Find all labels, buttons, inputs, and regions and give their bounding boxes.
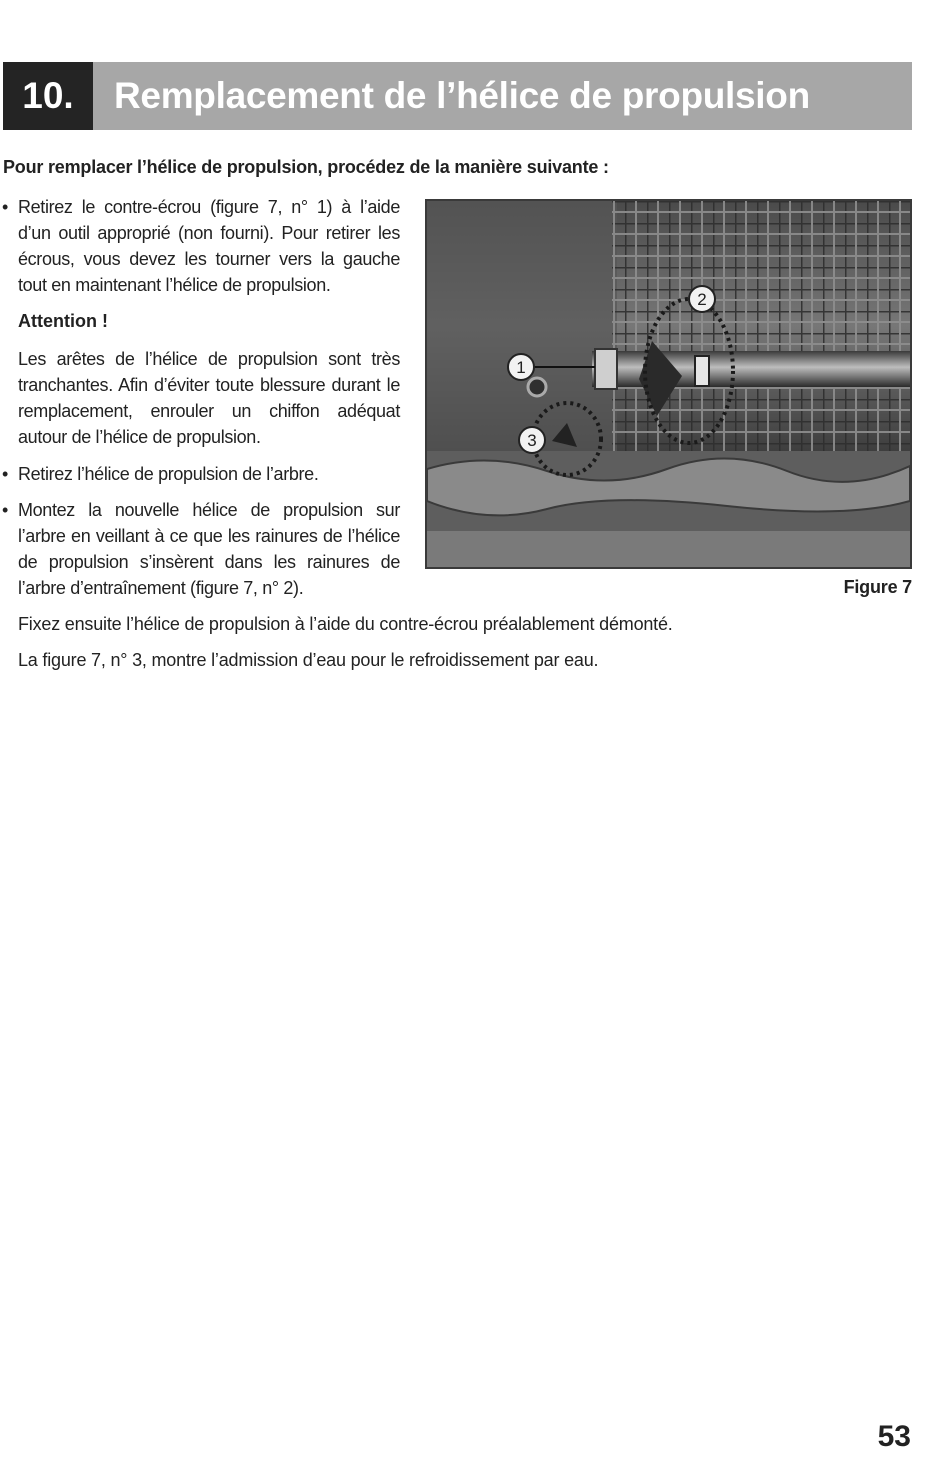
list-item-step1: [2, 194, 400, 298]
figure-photo: [425, 199, 912, 569]
hull-bottom: [427, 531, 910, 567]
page-number: 53: [877, 1420, 911, 1453]
bullet-icon: •: [2, 500, 9, 520]
attention-heading: Attention !: [18, 311, 108, 331]
bullet-icon: •: [2, 197, 9, 217]
section-number: 10.: [3, 62, 93, 130]
section-header: [3, 62, 912, 130]
step3-text: Montez la nouvelle hélice de propulsion sur l’arbre en veillant à ce que les rainures de l’hélice de propulsion s’insèrent dans les rainures de l’arbre d’entraînement (figure 7, n° 2).: [18, 500, 400, 598]
list-item-step2: [2, 461, 400, 487]
step1-text: Retirez le contre-écrou (figure 7, n° 1) à l’aide d’un outil approprié (non fourni). Pour retirer les écrous, vous devez les tourner vers la gauche tout en maintenant l’hélice de propulsion.: [18, 197, 400, 295]
lock-nut: [595, 349, 617, 389]
callout-label-3: 3: [527, 431, 537, 450]
callout-label-2: 2: [697, 290, 707, 309]
section-title: Remplacement de l’hélice de propulsion: [114, 75, 810, 116]
step2-text: Retirez l’hélice de propulsion de l’arbre.: [18, 464, 319, 484]
warning-text: Les arêtes de l’hélice de propulsion sont très tranchantes. Afin d’éviter toute blessure durant le remplacement, enrouler un chiffon adéquat autour de l’hélice de propulsion.: [18, 349, 400, 447]
note-paragraph: La figure 7, n° 3, montre l’admission d’eau pour le refroidissement par eau.: [18, 650, 599, 670]
callout-label-1: 1: [516, 358, 526, 377]
list-item-step3: [2, 497, 400, 601]
housing-screw: [528, 378, 546, 396]
shaft-coupling: [695, 356, 709, 386]
drive-shaft: [592, 351, 910, 387]
fix-paragraph: Fixez ensuite l’hélice de propulsion à l’aide du contre-écrou préalablement démonté.: [18, 614, 673, 634]
intro-text: Pour remplacer l’hélice de propulsion, procédez de la manière suivante :: [3, 157, 609, 177]
warning-paragraph: [18, 346, 400, 450]
figure-caption: Figure 7: [843, 577, 912, 597]
protective-grille: [612, 201, 910, 476]
bullet-icon: •: [2, 464, 9, 484]
propeller-photo-illustration: [427, 201, 910, 567]
